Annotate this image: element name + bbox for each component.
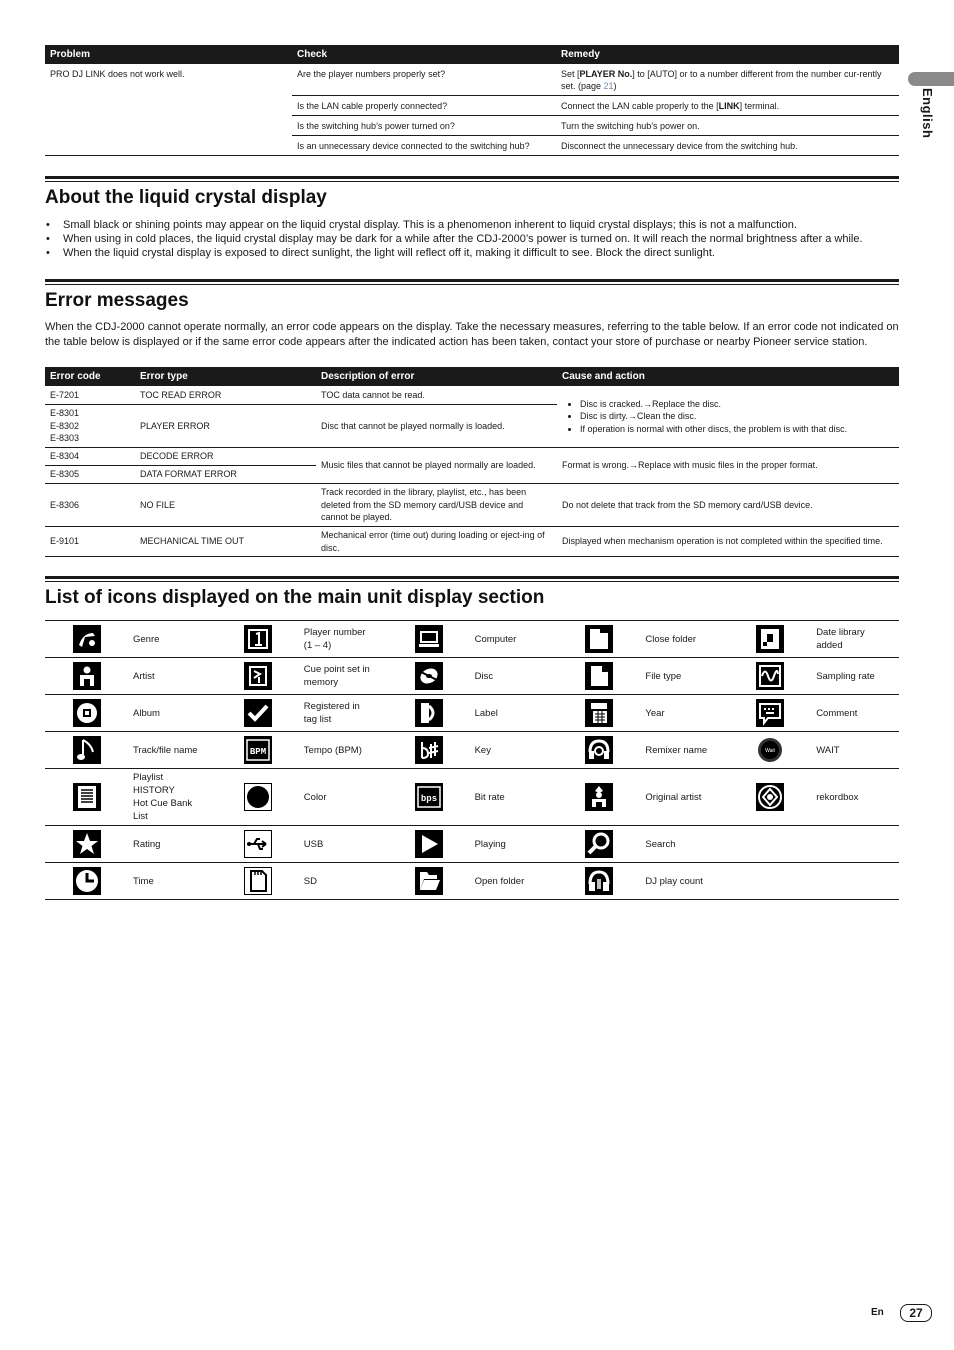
- icon-table-cell: [45, 769, 216, 825]
- icon-table-cell: [728, 695, 899, 731]
- error-code: E-8305: [45, 466, 135, 484]
- check-cell: Is the LAN cable properly connected?: [292, 96, 556, 116]
- rekordbox-icon: [756, 783, 784, 811]
- problem-table: [45, 45, 899, 156]
- icon-label: Key: [474, 744, 491, 756]
- icon-label: Year: [645, 707, 665, 719]
- col-header-problem: Problem: [45, 45, 292, 64]
- remixer-name-icon: [585, 736, 613, 764]
- icon-table-row: [45, 732, 899, 769]
- error-cause: Do not delete that track from the SD memory card/USB device.: [557, 484, 899, 527]
- icon-table-cell: [387, 658, 558, 694]
- page-number: 27: [900, 1304, 932, 1322]
- icon-table-cell: [728, 826, 899, 862]
- icon-label: Original artist: [645, 791, 702, 803]
- section-rule: [45, 576, 899, 579]
- table-row: [45, 386, 899, 405]
- search-icon: [585, 830, 613, 858]
- close-folder-icon: [585, 625, 613, 653]
- icon-label: Disc: [474, 670, 494, 682]
- error-code: E-7201: [45, 386, 135, 405]
- error-code: E-8306: [45, 484, 135, 527]
- icon-table-cell: [728, 621, 899, 657]
- error-table: [45, 367, 899, 557]
- error-type: MECHANICAL TIME OUT: [135, 527, 316, 557]
- svg-text:bps: bps: [420, 794, 437, 804]
- genre-icon: [73, 625, 101, 653]
- icon-table-cell: [45, 863, 216, 899]
- album-icon: [73, 699, 101, 727]
- icon-label: Remixer name: [645, 744, 708, 756]
- icon-label: Label: [474, 707, 498, 719]
- error-desc: Mechanical error (time out) during loading or eject-ing of disc.: [316, 527, 557, 557]
- icon-label: Computer: [474, 633, 517, 645]
- icon-table-row: [45, 658, 899, 695]
- error-code: E-8301 E-8302 E-8303: [45, 405, 135, 448]
- icon-label: Registered in tag list: [303, 701, 360, 725]
- artist-icon: [73, 662, 101, 690]
- list-item: • When the liquid crystal display is exposed to direct sunlight, the light will reflect off it, making it difficult to see. Block the direct sunlight.: [45, 246, 905, 260]
- icon-table-row: [45, 695, 899, 732]
- icon-label: Album: [133, 707, 160, 719]
- list-item: • Disc is dirty.→Clean the disc.: [580, 410, 894, 423]
- icon-table-cell: [557, 863, 728, 899]
- icon-table-cell: [387, 621, 558, 657]
- time-icon: [73, 867, 101, 895]
- error-type: PLAYER ERROR: [135, 405, 316, 448]
- year-icon: [585, 699, 613, 727]
- key-icon: [415, 736, 443, 764]
- lcd-bullet-list: [45, 218, 905, 260]
- section-rule: [45, 181, 899, 182]
- icon-table-row: [45, 826, 899, 863]
- original-artist-icon: [585, 783, 613, 811]
- lcd-section-title: About the liquid crystal display: [45, 187, 327, 208]
- icon-label: SD: [303, 875, 317, 887]
- error-type: DATA FORMAT ERROR: [135, 466, 316, 484]
- playlist-icon: [73, 783, 101, 811]
- icon-label: Date library added: [816, 627, 865, 651]
- comment-icon: [756, 699, 784, 727]
- icon-label: Tempo (BPM): [303, 744, 362, 756]
- icon-table-cell: [216, 621, 387, 657]
- icon-label: Close folder: [645, 633, 697, 645]
- icon-table-row: [45, 621, 899, 658]
- footer-lang: En: [871, 1307, 884, 1318]
- rating-icon: [73, 830, 101, 858]
- dj-play-count-icon: [585, 867, 613, 895]
- icon-table-cell: [45, 732, 216, 768]
- table-row: [45, 64, 899, 96]
- registered-tag-list-icon: [244, 699, 272, 727]
- icon-table-cell: [45, 695, 216, 731]
- list-item: • Small black or shining points may appear on the liquid crystal display. This is a phenomenon inherent to liquid crystal displays; this is not a malfunction.: [45, 218, 905, 232]
- icon-label: Genre: [133, 633, 160, 645]
- sd-icon: [244, 867, 272, 895]
- icons-section-title: List of icons displayed on the main unit display section: [45, 587, 545, 608]
- error-desc: Music files that cannot be played normally are loaded.: [316, 448, 557, 484]
- sampling-rate-icon: [756, 662, 784, 690]
- error-cause: Displayed when mechanism operation is not completed within the specified time.: [557, 527, 899, 557]
- icon-table-cell: [557, 769, 728, 825]
- icon-table-cell: [216, 826, 387, 862]
- wait-icon: [756, 736, 784, 764]
- icon-label: Rating: [133, 838, 161, 850]
- col-header-remedy: Remedy: [556, 45, 899, 64]
- tempo-bpm-icon: [244, 736, 272, 764]
- section-rule: [45, 581, 899, 582]
- svg-text:Wait: Wait: [765, 748, 776, 754]
- col-header-check: Check: [292, 45, 556, 64]
- icon-table-cell: [216, 695, 387, 731]
- icon-table-cell: [728, 863, 899, 899]
- date-library-added-icon: [756, 625, 784, 653]
- remedy-cell: Disconnect the unnecessary device from the switching hub.: [556, 136, 899, 156]
- check-cell: Are the player numbers properly set?: [292, 64, 556, 96]
- icon-label: Sampling rate: [816, 670, 875, 682]
- icon-label: File type: [645, 670, 682, 682]
- icon-table-cell: [557, 732, 728, 768]
- error-cause: Format is wrong.→Replace with music files in the proper format.: [557, 448, 899, 484]
- error-type: NO FILE: [135, 484, 316, 527]
- icon-table-cell: [557, 826, 728, 862]
- icon-table-cell: [216, 658, 387, 694]
- icon-label: Search: [645, 838, 676, 850]
- error-desc: TOC data cannot be read.: [316, 386, 557, 405]
- icon-table-cell: [45, 621, 216, 657]
- icon-label: Track/file name: [133, 744, 198, 756]
- table-row: [45, 527, 899, 557]
- icon-label: Bit rate: [474, 791, 505, 803]
- file-type-icon: [585, 662, 613, 690]
- icon-table-cell: [387, 732, 558, 768]
- icon-table-cell: [387, 826, 558, 862]
- icon-label: Playing: [474, 838, 506, 850]
- svg-text:BPM: BPM: [249, 747, 266, 757]
- icon-label: USB: [303, 838, 324, 850]
- remedy-cell: Turn the switching hub’s power on.: [556, 116, 899, 136]
- icon-table-cell: [45, 826, 216, 862]
- bit-rate-icon: [415, 783, 443, 811]
- disc-icon: [415, 662, 443, 690]
- error-desc: Track recorded in the library, playlist, etc., has been deleted from the SD memory card/USB device and cannot be played.: [316, 484, 557, 527]
- error-code: E-9101: [45, 527, 135, 557]
- icon-label: Color: [303, 791, 327, 803]
- col-header-cause: Cause and action: [557, 367, 899, 386]
- error-intro: When the CDJ-2000 cannot operate normally, an error code appears on the display. Take the necessary measures, referring to the table below. If an error code not indicated on the table below is displayed or if the same error code appears after the indicated action has been taken, contact your store of purchase or nearby Pioneer service station.: [45, 321, 899, 348]
- icon-list: [45, 620, 899, 900]
- icon-table-cell: [216, 769, 387, 825]
- list-item: • Disc is cracked.→Replace the disc.: [580, 398, 894, 411]
- list-item: • When using in cold places, the liquid crystal display may be dark for a while after the CDJ-2000’s power is turned on. It will reach the normal brightness after a while.: [45, 232, 905, 246]
- error-section-title: Error messages: [45, 290, 189, 311]
- icon-table-cell: [387, 769, 558, 825]
- icon-table-row: [45, 863, 899, 900]
- section-rule: [45, 279, 899, 282]
- page-link[interactable]: 21: [603, 81, 614, 91]
- check-cell: Is the switching hub’s power turned on?: [292, 116, 556, 136]
- open-folder-icon: [415, 867, 443, 895]
- icon-table-cell: [728, 658, 899, 694]
- table-row: [45, 448, 899, 466]
- error-cause: [557, 386, 899, 448]
- error-desc: Disc that cannot be played normally is loaded.: [316, 405, 557, 448]
- icon-table-cell: [728, 732, 899, 768]
- icon-label: Time: [133, 875, 154, 887]
- icon-label: WAIT: [816, 744, 840, 756]
- check-cell: Is an unnecessary device connected to the switching hub?: [292, 136, 556, 156]
- col-header-error-type: Error type: [135, 367, 316, 386]
- section-rule: [45, 284, 899, 285]
- cue-point-memory-icon: [244, 662, 272, 690]
- section-rule: [45, 176, 899, 179]
- language-tab: [908, 72, 954, 86]
- remedy-cell: Connect the LAN cable properly to the [LINK] terminal.: [556, 96, 899, 116]
- icon-table-cell: [557, 621, 728, 657]
- language-label: English: [920, 88, 935, 139]
- icon-table-cell: [387, 695, 558, 731]
- icon-label: Open folder: [474, 875, 525, 887]
- col-header-description: Description of error: [316, 367, 557, 386]
- error-type: TOC READ ERROR: [135, 386, 316, 405]
- usb-icon: [244, 830, 272, 858]
- computer-icon: [415, 625, 443, 653]
- icon-table-row: [45, 769, 899, 826]
- icon-table-cell: [557, 695, 728, 731]
- problem-cell: PRO DJ LINK does not work well.: [45, 64, 292, 156]
- icon-label: Playlist HISTORY Hot Cue Bank List: [133, 772, 193, 822]
- icon-label: Player number (1 – 4): [303, 627, 366, 651]
- label-icon: [415, 699, 443, 727]
- player-number-icon: [244, 625, 272, 653]
- icon-label: rekordbox: [816, 791, 859, 803]
- icon-table-cell: [387, 863, 558, 899]
- icon-label: Cue point set in memory: [303, 664, 370, 688]
- track-file-name-icon: [73, 736, 101, 764]
- icon-label: Comment: [816, 707, 858, 719]
- icon-label: Artist: [133, 670, 155, 682]
- icon-table-cell: [45, 658, 216, 694]
- list-item: • If operation is normal with other discs, the problem is with that disc.: [580, 423, 894, 436]
- color-icon: [244, 783, 272, 811]
- icon-table-cell: [728, 769, 899, 825]
- remedy-cell: Set [PLAYER No.] to [AUTO] or to a number different from the number cur-rently set. (page 21): [556, 64, 899, 96]
- playing-icon: [415, 830, 443, 858]
- table-row: [45, 484, 899, 527]
- icon-label: DJ play count: [645, 875, 703, 887]
- error-code: E-8304: [45, 448, 135, 466]
- error-type: DECODE ERROR: [135, 448, 316, 466]
- icon-table-cell: [557, 658, 728, 694]
- col-header-error-code: Error code: [45, 367, 135, 386]
- icon-table-cell: [216, 863, 387, 899]
- icon-table-cell: [216, 732, 387, 768]
